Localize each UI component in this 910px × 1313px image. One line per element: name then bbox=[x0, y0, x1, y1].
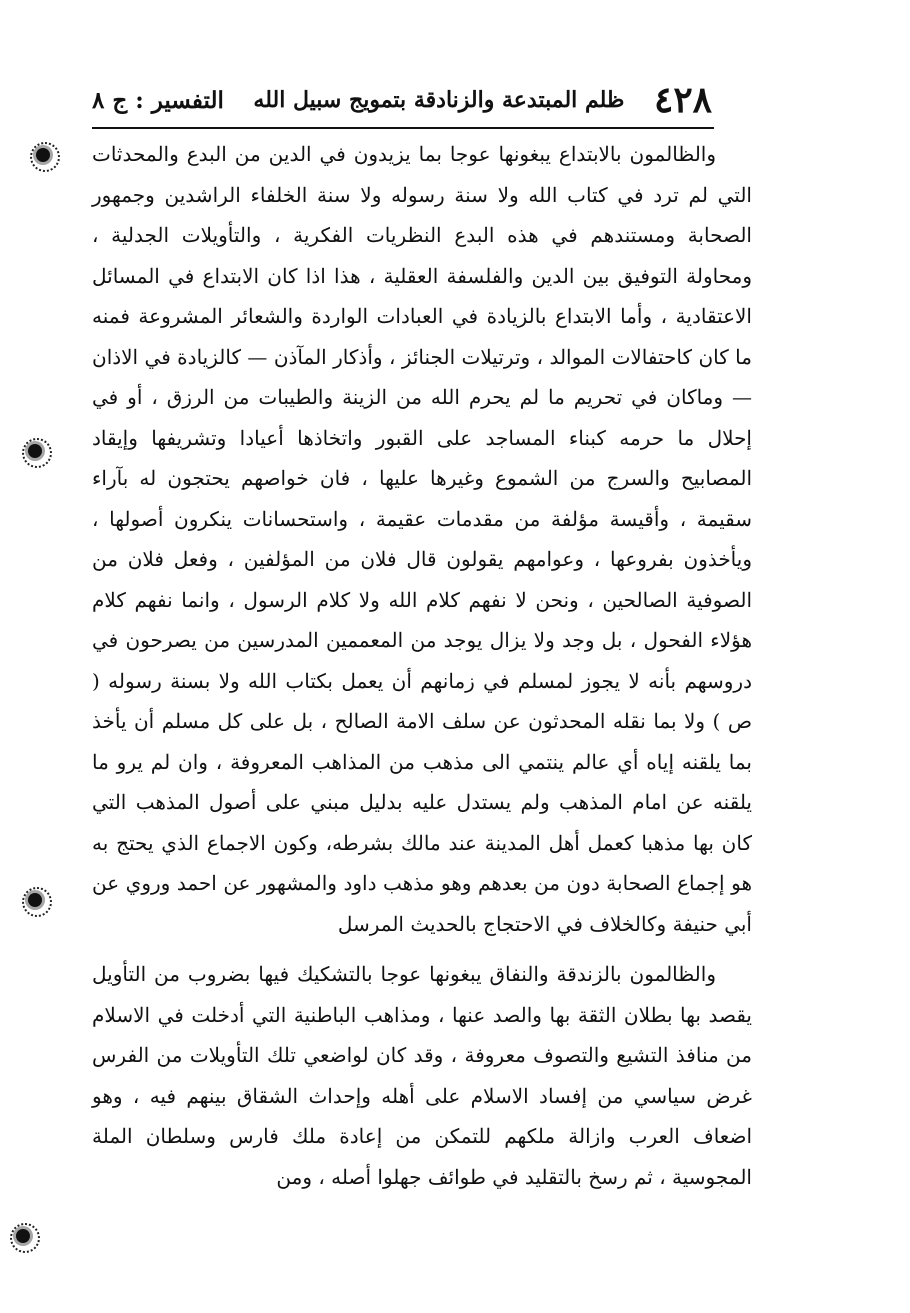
paragraph-innovation bbox=[92, 134, 752, 944]
binding-hole-mark bbox=[36, 148, 50, 162]
binding-hole-mark bbox=[28, 893, 42, 907]
body-text bbox=[92, 134, 752, 1197]
running-title: ظلم المبتدعة والزنادقة بتمويج سبيل الله bbox=[253, 87, 625, 113]
page-number: ٤٢٨ bbox=[653, 79, 712, 121]
paragraph-text: والظالمون بالزندقة والنفاق يبغونها عوجا بالتشكيك فيها بضروب من التأويل يقصد بها بطلان الثقة بها والصد عنها ، ومذاهب الباطنية التي أدخلت في الاسلام من منافذ التشيع والتصوف معروفة ، وقد كان لواضعي تلك التأويلات من الفرس غرض سياسي من إفساد الاسلام على أهله وإحداث الشقاق بينهم فيه ، وهو اضعاف العرب وازالة ملكهم للتمكن من إعادة ملك فارس وسلطان الملة المجوسية ، ثم رسخ بالتقليد في طوائف جهلوا أصله ، ومن bbox=[92, 962, 752, 1189]
header-divider bbox=[92, 127, 714, 129]
binding-hole-mark bbox=[16, 1229, 30, 1243]
paragraph-text: والظالمون بالابتداع يبغونها عوجا بما يزيدون في الدين من البدع والمحدثات التي لم ترد في كتاب الله ولا سنة رسوله ولا سنة الخلفاء الراشدين وجمهور الصحابة ومستندهم في هذه البدع النظريات الفكرية ، والتأويلات الجدلية ، ومحاولة التوفيق بين الدين والفلسفة العقلية ، هذا اذا كان الابتداع في المسائل الاعتقادية ، وأما الابتداع بالزيادة في العبادات الواردة والشعائر المشروعة فمنه ما كان كاحتفالات الموالد ، وترتيلات الجنائز ، وأذكار المآذن — كالزيادة في الاذان — وماكان في تحريم ما لم يحرم الله من الزينة والطيبات من الرزق ، أو في إحلال ما حرمه كبناء المساجد على القبور واتخاذها أعيادا وتشريفها وإيقاد المصابيح والسرج من الشموع وغيرها عليها ، فان خواصهم يحتجون له بآراء سقيمة ، وأقيسة مؤلفة من مقدمات عقيمة ، واستحسانات ينكرون أصولها ، ويأخذون بفروعها ، وعوامهم يقولون قال فلان من المؤلفين ، وفعل فلان من الصوفية الصالحين ، ونحن لا نفهم كلام الله ولا كلام الرسول ، وانما نفهم كلام هؤلاء الفحول ، بل وجد ولا يزال يوجد من المعممين المدرسين من يصرحون في دروسهم بأنه لا يجوز لمسلم في زمانهم أن يعمل بكتاب الله ولا بسنة رسوله ( ص ) ولا بما نقله المحدثون عن سلف الامة الصالح ، بل على كل مسلم أن يأخذ بما يلقنه إياه أي عالم ينتمي الى مذهب من المذاهب المعروفة ، وان لم يرو ما يلقنه عن امام المذهب ولم يستدل عليه بدليل مبني على أصول المذهب التي كان بها مذهبا كعمل أهل المدينة عند مالك بشرطه، وكون الاجماع الذي يحتج به هو إجماع الصحابة دون من بعدهم وهو مذهب داود والمشهور عن احمد وروي عن أبي حنيفة وكالخلاف في الاحتجاج بالحديث المرسل bbox=[92, 142, 752, 936]
page-header bbox=[92, 72, 712, 128]
book-volume-label: التفسير : ج ٨ bbox=[92, 86, 224, 114]
paragraph-heresy bbox=[92, 954, 752, 1197]
binding-hole-mark bbox=[28, 444, 42, 458]
